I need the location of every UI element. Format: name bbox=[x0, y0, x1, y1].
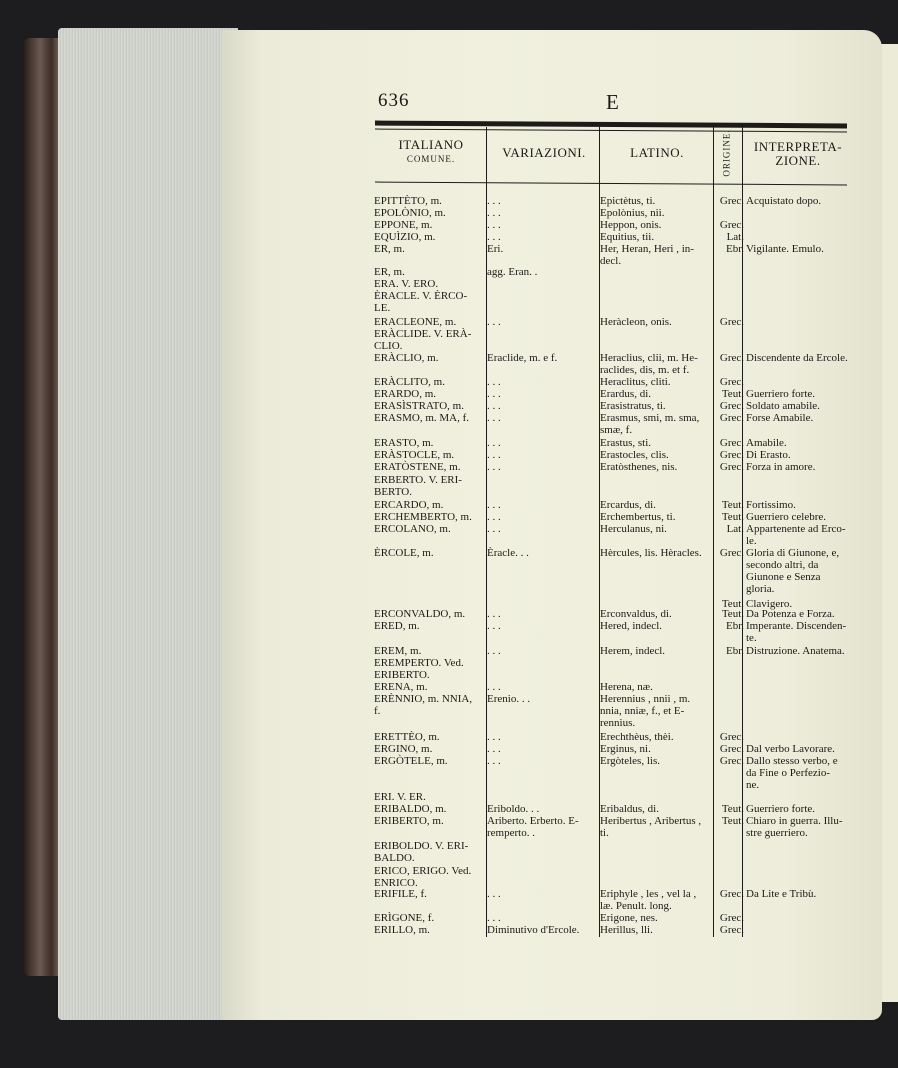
entry-origin: Teut. bbox=[721, 511, 744, 523]
entry-variation: Erenio. . . bbox=[487, 693, 531, 705]
entry-variation: . . . bbox=[487, 755, 501, 767]
entry-origin: Grec. bbox=[719, 755, 744, 767]
entry-italian: ERÀCLITO, m. bbox=[374, 376, 445, 388]
entry-italian: EREM, m. bbox=[374, 645, 422, 657]
entry-italian: ERIBERTO, m. bbox=[374, 815, 444, 827]
entry-interpretation: Distruzione. Anatema. bbox=[746, 645, 845, 657]
entry-variation: . . . bbox=[487, 645, 501, 657]
entry-origin: Teut. bbox=[721, 499, 744, 511]
entry-italian: ERGÒTELE, m. bbox=[374, 755, 448, 767]
entry-latin: Erastocles, clis. bbox=[600, 449, 669, 461]
entry-italian: ERCHEMBERTO, m. bbox=[374, 511, 472, 523]
entry-interpretation: Dallo stesso verbo, e da Fine o Perfezio- ne. bbox=[746, 755, 838, 791]
entry-variation: . . . bbox=[487, 499, 501, 511]
entry-origin: Grec. bbox=[719, 912, 744, 924]
entry-variation: . . . bbox=[487, 731, 501, 743]
entry-latin: Eratòsthenes, nis. bbox=[600, 461, 678, 473]
entry-origin: Grec. bbox=[719, 437, 744, 449]
entry-interpretation: Appartenente ad Erco- le. bbox=[746, 523, 846, 547]
entry-italian: ERETTÈO, m. bbox=[374, 731, 440, 743]
entry-origin: Grec. bbox=[719, 352, 744, 364]
section-letter: E bbox=[606, 90, 619, 114]
entry-italian: ERICO, ERIGO. Ved. ENRICO. bbox=[374, 865, 472, 889]
entry-latin: Erardus, di. bbox=[600, 388, 652, 400]
entry-italian: ERATÒSTENE, m. bbox=[374, 461, 461, 473]
entry-interpretation: Guerriero forte. bbox=[746, 388, 816, 400]
entry-origin: Grec. bbox=[719, 461, 744, 473]
entry-interpretation: Amabile. bbox=[746, 437, 787, 449]
entry-latin: Heraclitus, cliti. bbox=[600, 376, 671, 388]
entry-interpretation: Vigilante. Emulo. bbox=[746, 243, 824, 255]
entry-latin: Epolònius, nii. bbox=[600, 207, 665, 219]
entry-interpretation: Acquistato dopo. bbox=[746, 195, 822, 207]
entry-variation: . . . bbox=[487, 231, 501, 243]
entry-interpretation: Forse Amabile. bbox=[746, 412, 814, 424]
entry-latin: Heribertus , Aribertus , ti. bbox=[600, 815, 702, 839]
entry-interpretation: Soldato amabile. bbox=[746, 400, 820, 412]
entry-interpretation: Dal verbo Lavorare. bbox=[746, 743, 835, 755]
entry-variation: . . . bbox=[487, 912, 501, 924]
entry-italian: EREMPERTO. Ved. ERIBERTO. bbox=[374, 657, 464, 681]
entry-variation: Eraclide, m. e f. bbox=[487, 352, 558, 364]
entry-variation: . . . bbox=[487, 449, 501, 461]
entry-variation: . . . bbox=[487, 219, 501, 231]
header-interpretazione: INTERPRETA- ZIONE. bbox=[753, 139, 843, 168]
entry-italian: ERIBALDO, m. bbox=[374, 803, 447, 815]
entry-italian: ERÀCLIDE. V. ERÀ- CLIO. bbox=[374, 328, 472, 352]
entry-italian: ERI. V. ER. bbox=[374, 791, 426, 803]
entry-origin: Teut. bbox=[721, 815, 744, 827]
entry-italian: ER, m. bbox=[374, 266, 405, 278]
entry-italian: ERASMO, m. MA, f. bbox=[374, 412, 470, 424]
entry-latin: Her, Heran, Heri , in- decl. bbox=[600, 243, 694, 267]
entry-origin: Grec. bbox=[719, 219, 744, 231]
header-origine-label: ORIGINE. bbox=[721, 129, 732, 177]
entry-origin: Grec. bbox=[719, 195, 744, 207]
entry-variation: . . . bbox=[487, 620, 501, 632]
entry-italian: ERA. V. ERO. bbox=[374, 278, 439, 290]
entry-latin: Erchembertus, ti. bbox=[600, 511, 676, 523]
page-number: 636 bbox=[378, 90, 410, 111]
entry-latin: Ercardus, di. bbox=[600, 499, 656, 511]
entry-italian: ERILLO, m. bbox=[374, 924, 430, 936]
entry-latin: Herennius , nnii , m. nnia, nniæ, f., et E- rennius. bbox=[600, 693, 691, 729]
entry-variation: . . . bbox=[487, 523, 501, 535]
entry-origin: Teut. bbox=[721, 803, 744, 815]
entry-interpretation: Guerriero forte. bbox=[746, 803, 816, 815]
entry-italian: ER, m. bbox=[374, 243, 405, 255]
entry-latin: Heraclius, clii, m. He- raclides, dis, m. et f. bbox=[600, 352, 698, 376]
entry-latin: Erasistratus, ti. bbox=[600, 400, 666, 412]
entry-interpretation: Forza in amore. bbox=[746, 461, 816, 473]
entry-variation: . . . bbox=[487, 400, 501, 412]
entry-variation: . . . bbox=[487, 511, 501, 523]
entry-variation: agg. Eran. . bbox=[487, 266, 538, 278]
entry-italian: EPITTÈTO, m. bbox=[374, 195, 442, 207]
entry-italian: ERARDO, m. bbox=[374, 388, 437, 400]
entry-italian: ERCOLANO, m. bbox=[374, 523, 451, 535]
entry-variation: Èracle. . . bbox=[487, 547, 529, 559]
entry-origin: Teut. bbox=[721, 608, 744, 620]
entry-variation: . . . bbox=[487, 681, 501, 693]
entry-origin: Grec. bbox=[719, 400, 744, 412]
entry-origin: Ebr. bbox=[725, 620, 744, 632]
entry-latin: Heppon, onis. bbox=[600, 219, 662, 231]
header-italiano-label: ITALIANO bbox=[398, 137, 464, 152]
entry-origin: Grec. bbox=[719, 412, 744, 424]
entry-origin: Grec. bbox=[719, 743, 744, 755]
entry-origin: Teut. bbox=[721, 598, 744, 610]
entry-origin: Grec. bbox=[719, 547, 744, 559]
entry-interpretation: Da Lite e Tribù. bbox=[746, 888, 817, 900]
entry-italian: EPPONE, m. bbox=[374, 219, 433, 231]
entry-italian: EQUÌZIO, m. bbox=[374, 231, 436, 243]
entry-latin: Equitius, tii. bbox=[600, 231, 655, 243]
entry-latin: Herillus, lli. bbox=[600, 924, 653, 936]
entry-interpretation: Chiaro in guerra. Illu- stre guerriero. bbox=[746, 815, 843, 839]
header-italiano bbox=[378, 138, 484, 166]
entry-latin: Herena, næ. bbox=[600, 681, 653, 693]
entry-italian: ERÀCLIO, m. bbox=[374, 352, 439, 364]
page-edges bbox=[58, 28, 238, 1020]
entry-italian: ERENA, m. bbox=[374, 681, 428, 693]
entry-italian: ERASTO, m. bbox=[374, 437, 434, 449]
entry-interpretation: Imperante. Discenden- te. bbox=[746, 620, 847, 644]
entry-variation: Diminutivo d'Ercole. bbox=[487, 924, 580, 936]
entry-latin: Epictètus, ti. bbox=[600, 195, 656, 207]
entry-variation: . . . bbox=[487, 437, 501, 449]
entry-latin: Heràcleon, onis. bbox=[600, 316, 672, 328]
entry-variation: . . . bbox=[487, 743, 501, 755]
entry-italian: EPOLÒNIO, m. bbox=[374, 207, 446, 219]
entry-latin: Erconvaldus, di. bbox=[600, 608, 672, 620]
entry-origin: Grec. bbox=[719, 449, 744, 461]
entry-variation: Ariberto. Erberto. E- remperto. . bbox=[487, 815, 579, 839]
entry-variation: Eriboldo. . . bbox=[487, 803, 540, 815]
entry-italian: ERCARDO, m. bbox=[374, 499, 444, 511]
header-latino: LATINO. bbox=[630, 145, 684, 160]
header-italiano-sub: COMUNE. bbox=[406, 154, 456, 164]
entry-italian: ERÈNNIO, m. NNIA, f. bbox=[374, 693, 473, 717]
entry-origin: Grec. bbox=[719, 924, 744, 936]
entry-italian: ERACLEONE, m. bbox=[374, 316, 457, 328]
entry-origin: Grec. bbox=[719, 316, 744, 328]
entry-italian: ERCONVALDO, m. bbox=[374, 608, 466, 620]
entry-latin: Eriphyle , les , vel la , læ. Penult. long. bbox=[600, 888, 697, 912]
entry-latin: Erasmus, smi, m. sma, smæ, f. bbox=[600, 412, 700, 436]
entry-italian: ÈRCOLE, m. bbox=[374, 547, 434, 559]
entry-origin: Lat. bbox=[726, 231, 744, 243]
entry-latin: Erigone, nes. bbox=[600, 912, 658, 924]
entry-italian: ERGINO, m. bbox=[374, 743, 433, 755]
entry-latin: Herem, indecl. bbox=[600, 645, 666, 657]
entry-variation: . . . bbox=[487, 316, 501, 328]
entry-latin: Eribaldus, di. bbox=[600, 803, 659, 815]
entry-italian: ÈRACLE. V. ÈRCO- LE. bbox=[374, 290, 468, 314]
entry-latin: Hèrcules, lis. Hèracles. bbox=[600, 547, 702, 559]
header-origine bbox=[715, 130, 739, 180]
entry-origin: Ebr. bbox=[725, 645, 744, 657]
entry-origin: Ebr. bbox=[725, 243, 744, 255]
entry-latin: Hered, indecl. bbox=[600, 620, 662, 632]
entry-variation: . . . bbox=[487, 195, 501, 207]
entry-variation: . . . bbox=[487, 207, 501, 219]
entry-variation: . . . bbox=[487, 388, 501, 400]
header-variazioni: VARIAZIONI. bbox=[502, 145, 586, 160]
entry-italian: ERED, m. bbox=[374, 620, 420, 632]
entry-interpretation: Discendente da Ercole. bbox=[746, 352, 848, 364]
entry-variation: . . . bbox=[487, 376, 501, 388]
entry-interpretation: Guerriero celebre. bbox=[746, 511, 827, 523]
entry-origin: Grec. bbox=[719, 888, 744, 900]
entry-latin: Herculanus, ni. bbox=[600, 523, 667, 535]
entry-latin: Ergòteles, lis. bbox=[600, 755, 660, 767]
entry-variation: . . . bbox=[487, 888, 501, 900]
entry-origin: Grec. bbox=[719, 731, 744, 743]
entry-origin: Grec. bbox=[719, 376, 744, 388]
entry-italian: ERIFILE, f. bbox=[374, 888, 427, 900]
entry-variation: Eri. bbox=[487, 243, 504, 255]
entry-italian: ERÌGONE, f. bbox=[374, 912, 435, 924]
entry-italian: ERASÌSTRATO, m. bbox=[374, 400, 464, 412]
entry-variation: . . . bbox=[487, 412, 501, 424]
entry-interpretation: Gloria di Giunone, e, secondo altri, da Giunone e Senza gloria. bbox=[746, 547, 840, 595]
entry-latin: Erechthèus, thèi. bbox=[600, 731, 674, 743]
entry-interpretation: Clavigero. bbox=[746, 598, 793, 610]
entry-interpretation: Di Erasto. bbox=[746, 449, 791, 461]
entry-italian: ERÀSTOCLE, m. bbox=[374, 449, 455, 461]
entry-interpretation: Fortissimo. bbox=[746, 499, 796, 511]
entry-variation: . . . bbox=[487, 608, 501, 620]
entry-italian: ERIBOLDO. V. ERI- BALDO. bbox=[374, 840, 469, 864]
entry-origin: Teut. bbox=[721, 388, 744, 400]
entry-interpretation: Da Potenza e Forza. bbox=[746, 608, 835, 620]
entry-variation: . . . bbox=[487, 461, 501, 473]
entry-italian: ERBERTO. V. ERI- BERTO. bbox=[374, 474, 462, 498]
entry-latin: Erginus, ni. bbox=[600, 743, 651, 755]
entry-origin: Lat. bbox=[726, 523, 744, 535]
entry-latin: Erastus, sti. bbox=[600, 437, 652, 449]
